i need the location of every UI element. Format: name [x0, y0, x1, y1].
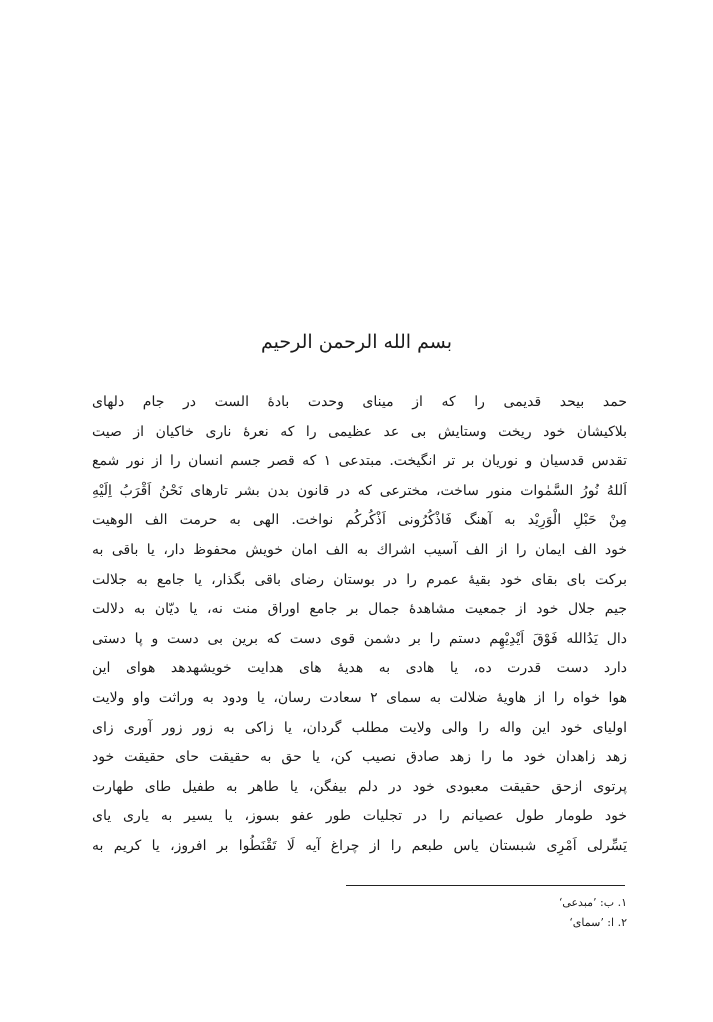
text-line: بلاکیشان خود ریخت وستایش بی عد عظیمی را که نعرهٔ ناری خاکیان از صیت: [92, 423, 627, 440]
text-line: خود الف ایمان را از الف آسیب اشراك به الف امان خویش محفوظ دار، یا باقی به: [92, 541, 627, 558]
footnote-2: ۲. ا: ’سمای‘: [569, 916, 627, 929]
footnote-divider: [346, 885, 625, 886]
body-text: [92, 388, 627, 862]
basmala-heading: بسم الله الرحمن الرحیم: [261, 331, 452, 353]
text-line: اولیای خود این واله را والی ولایت مطلب گردان، یا زاکی به زور زور آوری زای: [92, 719, 627, 736]
footnotes: [559, 893, 627, 933]
text-line: اَللهُ نُورُ السَّمٰوات منور ساخت، مخترعی که در قانون بدن بشر تارهای نَحْنُ اَقْرَبُ اِلَیْهِ: [92, 482, 627, 499]
text-line: هوا خواه را از هاویهٔ ضلالت به سمای ۲ سعادت رسان، یا ودود به وراثت واو ولایت: [92, 689, 627, 706]
footnote-1: ۱. ب: ’مبدعی‘: [558, 896, 627, 909]
text-line: تقدس قدسیان و نوریان بر تر انگیخت. مبتدعی ۱ که قصر جسم انسان را از نور شمع: [92, 453, 627, 470]
text-line: یَسِّرلی اَمْرِی شبستان یاس طبعم را از چراغ آیه لَا تَقْنَطُوا بر افروز، یا کریم به: [92, 837, 627, 854]
text-line: جیم جلال خود از جمعیت مشاهدهٔ جمال بر جامع اوراق منت نه، یا دیّان به دلالت: [92, 601, 627, 618]
text-line: مِنْ حَبْلِ الْوَرِیْد به آهنگ فَاذْکُرُونی اَذْکُرکُم نواخت. الهی به حرمت الف الوهیت: [92, 512, 627, 529]
text-line: پرتوی ازحق حقیقت معبودی خود در دلم بیفگن، یا طاهر به طفیل طای طهارت: [92, 778, 627, 795]
text-line: زهد زاهدان خود ما را زهد صادق نصیب کن، یا حق به حقیقت حای حقیقت خود: [92, 749, 627, 766]
text-line: حمد بیحد قدیمی را که از مینای وحدت بادهٔ الست در جام دلهای: [92, 394, 627, 410]
text-line: دال یَدُالله فَوْقَ اَیْدِیْهِم دستم را بر دشمن قوی دست که برین بی دست و پا دستی: [92, 630, 627, 647]
text-line: برکت بای بقای خود بقیهٔ عمرم را در بوستان رضای باقی بگذار، یا جامع به جلالت: [92, 571, 627, 588]
text-line: خود طومار طول عصیانم را در تجلیات طور عفو بسوز، یا یسیر به یاری یای: [92, 808, 627, 825]
text-line: دارد دست قدرت ده، یا هادی به هدیهٔ های هدایت خویشهدهد هوای این: [92, 660, 627, 677]
